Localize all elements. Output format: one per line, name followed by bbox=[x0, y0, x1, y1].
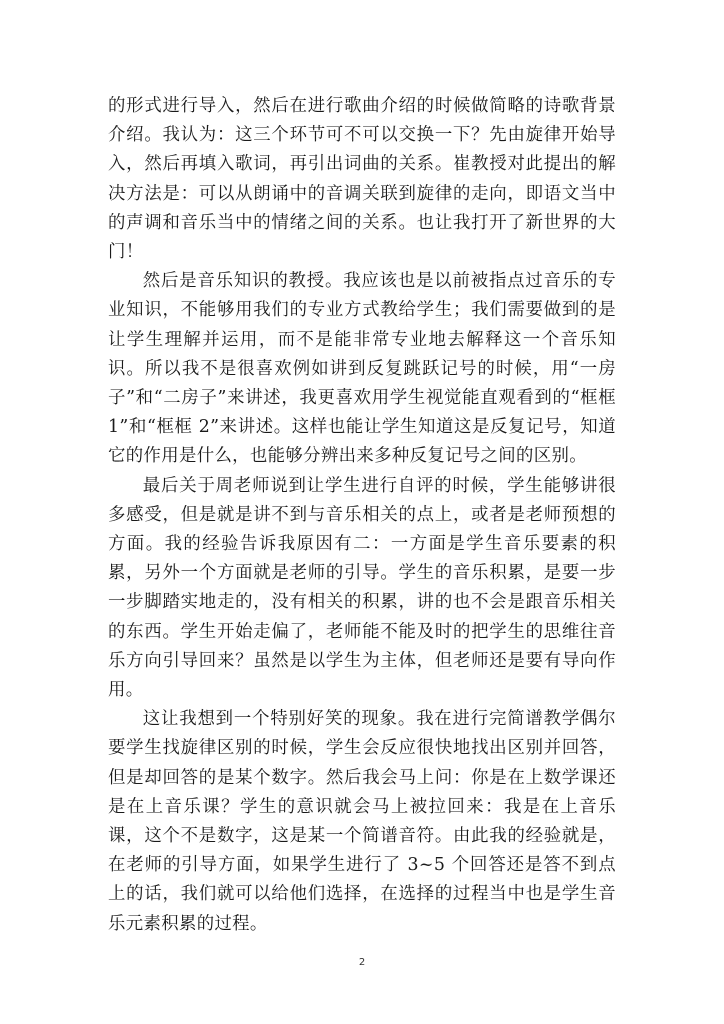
document-body bbox=[108, 92, 616, 939]
paragraph-1: 的形式进行导入，然后在进行歌曲介绍的时候做简略的诗歌背景介绍。我认为：这三个环节可不可以交换一下？先由旋律开始导入，然后再填入歌词，再引出词曲的关系。崔教授对此提出的解决方法是：可以从朗诵中的音调关联到旋律的走向，即语文当中的声调和音乐当中的情绪之间的关系。也让我打开了新世界的大门！ bbox=[108, 96, 616, 263]
paragraph-4: 这让我想到一个特别好笑的现象。我在进行完简谱教学偶尔要学生找旋律区别的时候，学生会反应很快地找出区别并回答，但是却回答的是某个数字。然后我会马上问：你是在上数学课还是在上音乐课？学生的意识就会马上被拉回来：我是在上音乐课，这个不是数字，这是某一个简谱音符。由此我的经验就是，在老师的引导方面，如果学生进行了 3~5 个回答还是答不到点上的话，我们就可以给他们选择，在选择的过程当中也是学生音乐元素积累的过程。 bbox=[108, 709, 616, 934]
page-number: 2 bbox=[358, 957, 366, 968]
paragraph-3: 最后关于周老师说到让学生进行自评的时候，学生能够讲很多感受，但是就是讲不到与音乐相关的点上，或者是老师预想的方面。我的经验告诉我原因有二：一方面是学生音乐要素的积累，另外一个方面就是老师的引导。学生的音乐积累，是要一步一步脚踏实地走的，没有相关的积累，讲的也不会是跟音乐相关的东西。学生开始走偏了，老师能不能及时的把学生的思维往音乐方向引导回来？虽然是以学生为主体，但老师还是要有导向作用。 bbox=[108, 475, 616, 701]
paragraph-2: 然后是音乐知识的教授。我应该也是以前被指点过音乐的专业知识，不能够用我们的专业方式教给学生；我们需要做到的是让学生理解并运用，而不是能非常专业地去解释这一个音乐知识。所以我不是很喜欢例如讲到反复跳跃记号的时候，用“一房子”和“二房子”来讲述，我更喜欢用学生视觉能直观看到的“框框 1”和“框框 2”来讲述。这样也能让学生知道这是反复记号，知道它的作用是什么，也能够分辨出来多种反复记号之间的区别。 bbox=[108, 271, 616, 467]
